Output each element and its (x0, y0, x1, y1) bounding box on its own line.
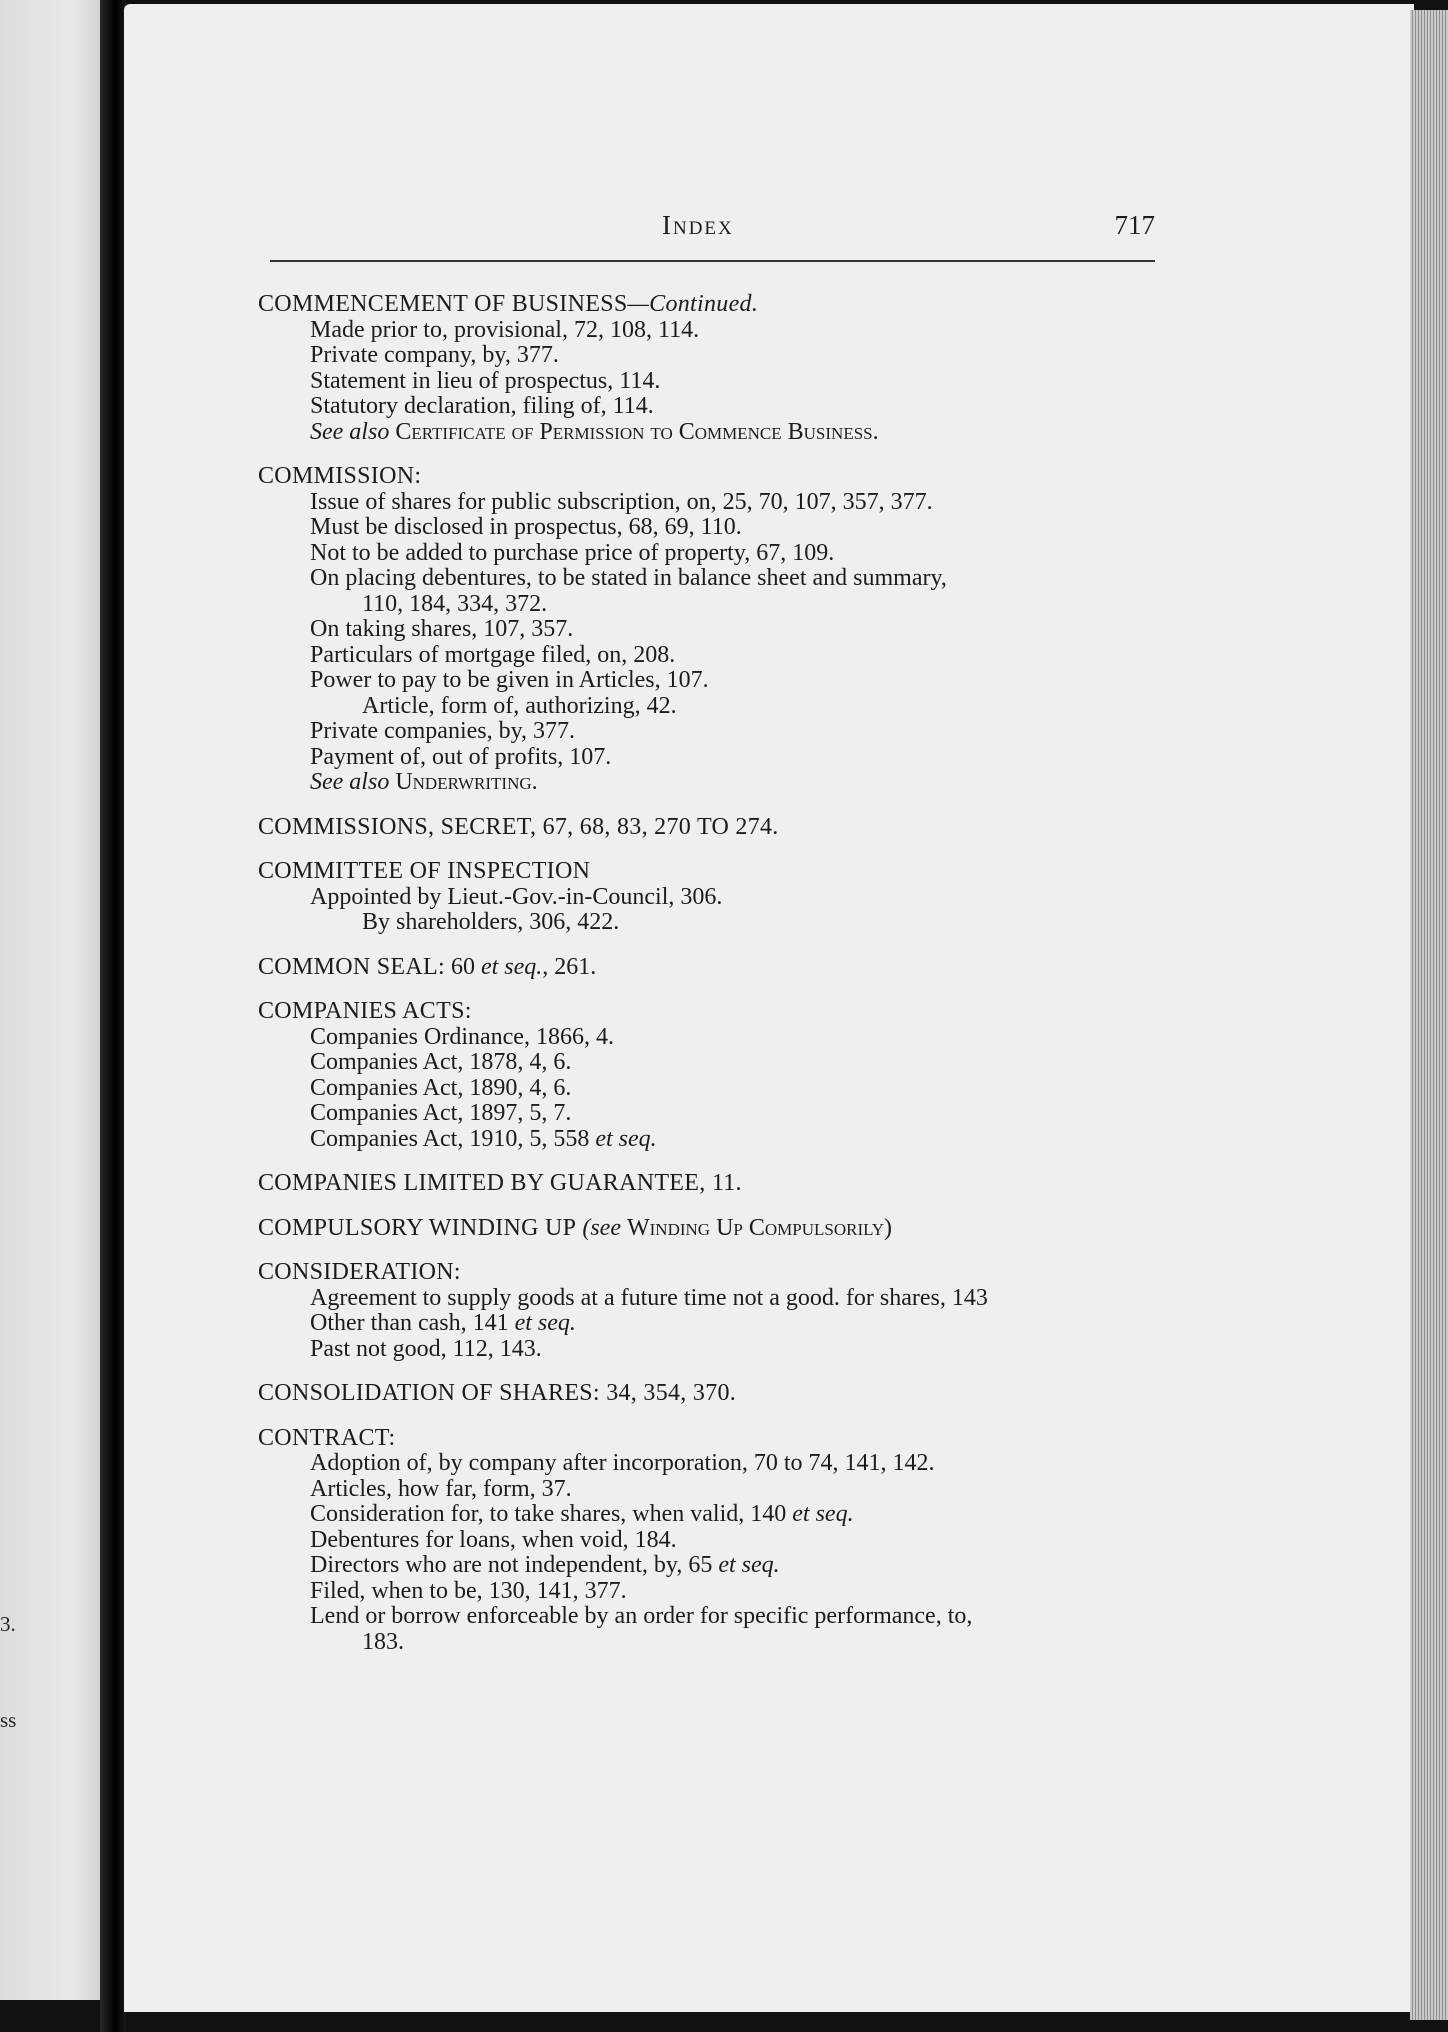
subentry: Statutory declaration, filing of, 114. (310, 393, 654, 419)
cross-reference (258, 420, 1158, 446)
subentry: Appointed by Lieut.-Gov.-in-Council, 306. (310, 883, 723, 910)
index-entry (258, 955, 1158, 981)
subentry: Directors who are not independent, by, 65 (310, 1552, 713, 1578)
et-seq-label: et seq. (595, 1125, 657, 1152)
subentry: Agreement to supply goods at a future time not a good. for shares, 143 (310, 1284, 988, 1311)
subentry: Must be disclosed in prospectus, 68, 69, 110. (310, 514, 742, 540)
left-page-fragment: ss (0, 1708, 17, 1732)
subentry: Private companies, by, 377. (310, 718, 576, 744)
entry-heading: CONSOLIDATION OF SHARES: 34, 354, 370. (258, 1380, 737, 1406)
index-entry (258, 292, 1158, 445)
subentry: Particulars of mortgage filed, on, 208. (310, 641, 676, 668)
see-also-label: See also (310, 418, 390, 445)
et-seq-label: et seq. (480, 953, 543, 980)
sub-subentry: By shareholders, 306, 422. (362, 909, 620, 935)
sub-subentry: Article, form of, authorizing, 42. (362, 692, 677, 719)
subentry: Companies Act, 1878, 4, 6. (310, 1049, 572, 1075)
index-entry (258, 999, 1158, 1152)
entry-heading: COMMON SEAL: (258, 953, 445, 980)
et-seq-label: et seq. (718, 1552, 780, 1578)
index-entry (258, 1260, 1158, 1362)
subentry: Companies Act, 1910, 5, 558 (310, 1125, 590, 1152)
cross-reference-target: Underwriting. (395, 769, 538, 795)
subentry: Past not good, 112, 143. (310, 1335, 542, 1362)
cross-reference-target: Certificate of Permission to Commence Business. (395, 418, 879, 445)
subentry: Lend or borrow enforceable by an order for specific performance, to, (310, 1603, 973, 1629)
subentry: Power to pay to be given in Articles, 107. (310, 667, 709, 693)
entry-heading: COMMISSIONS, SECRET, 67, 68, 83, 270 TO 274. (258, 813, 779, 840)
entry-heading: COMPULSORY WINDING UP (258, 1214, 577, 1241)
cross-reference-target: Winding Up Compulsorily) (626, 1214, 893, 1241)
subentry-continuation: 183. (362, 1628, 404, 1655)
index-entry (258, 815, 1158, 841)
subentry: Articles, how far, form, 37. (310, 1475, 572, 1502)
subentry: Adoption of, by company after incorporation, 70 to 74, 141, 142. (310, 1450, 935, 1476)
et-seq-label: et seq. (514, 1310, 576, 1336)
subentry: Not to be added to purchase price of property, 67, 109. (310, 539, 835, 566)
et-seq-label: et seq. (792, 1501, 854, 1527)
subentry: Companies Ordinance, 1866, 4. (310, 1023, 614, 1050)
running-header (270, 210, 1155, 258)
entry-heading: COMMITTEE OF INSPECTION (258, 858, 591, 884)
subentry: Filed, when to be, 130, 141, 377. (310, 1577, 627, 1604)
subentry: On taking shares, 107, 357. (310, 616, 574, 642)
index-entry (258, 464, 1158, 796)
see-label: (see (582, 1214, 621, 1241)
left-page-edge (0, 0, 104, 2000)
entry-heading: CONTRACT: (258, 1424, 396, 1451)
index-entry (258, 1426, 1158, 1656)
entry-heading: COMMENCEMENT OF BUSINESS (258, 291, 628, 317)
subentry: Consideration for, to take shares, when valid, 140 (310, 1501, 787, 1527)
header-rule (270, 260, 1155, 262)
index-entry (258, 1171, 1158, 1197)
continued-label: —Continued. (627, 291, 759, 317)
entry-heading: CONSIDERATION: (258, 1259, 461, 1285)
left-page-fragment: 3. (0, 1612, 16, 1636)
subentry: Private company, by, 377. (310, 342, 559, 368)
index-entry (258, 1216, 1158, 1242)
subentry: Companies Act, 1890, 4, 6. (310, 1074, 572, 1101)
entry-heading: COMPANIES LIMITED BY GUARANTEE, 11. (258, 1170, 742, 1196)
subentry: Other than cash, 141 (310, 1310, 509, 1336)
page-number: 717 (1114, 210, 1155, 240)
page-edges (1410, 10, 1448, 2020)
see-also-label: See also (310, 769, 390, 795)
page-ref: 60 (450, 953, 475, 980)
subentry: Statement in lieu of prospectus, 114. (310, 367, 661, 394)
subentry: Companies Act, 1897, 5, 7. (310, 1100, 572, 1126)
subentry: Issue of shares for public subscription, on, 25, 70, 107, 357, 377. (310, 488, 933, 515)
entry-heading: COMMISSION: (258, 463, 422, 489)
index-entry (258, 1381, 1158, 1407)
page-ref: , 261. (542, 953, 597, 980)
subentry: Payment of, out of profits, 107. (310, 743, 612, 770)
book-spine (100, 0, 126, 2032)
subentry-continuation: 110, 184, 334, 372. (362, 590, 548, 617)
subentry: Made prior to, provisional, 72, 108, 114. (310, 316, 700, 343)
subentry: On placing debentures, to be stated in balance sheet and summary, (310, 565, 947, 591)
index-entry (258, 859, 1158, 936)
entry-heading: COMPANIES ACTS: (258, 998, 472, 1024)
index-entries (258, 292, 1158, 1674)
subentry: Debentures for loans, when void, 184. (310, 1526, 677, 1553)
cross-reference (258, 770, 1158, 796)
header-title: Index (662, 210, 734, 240)
